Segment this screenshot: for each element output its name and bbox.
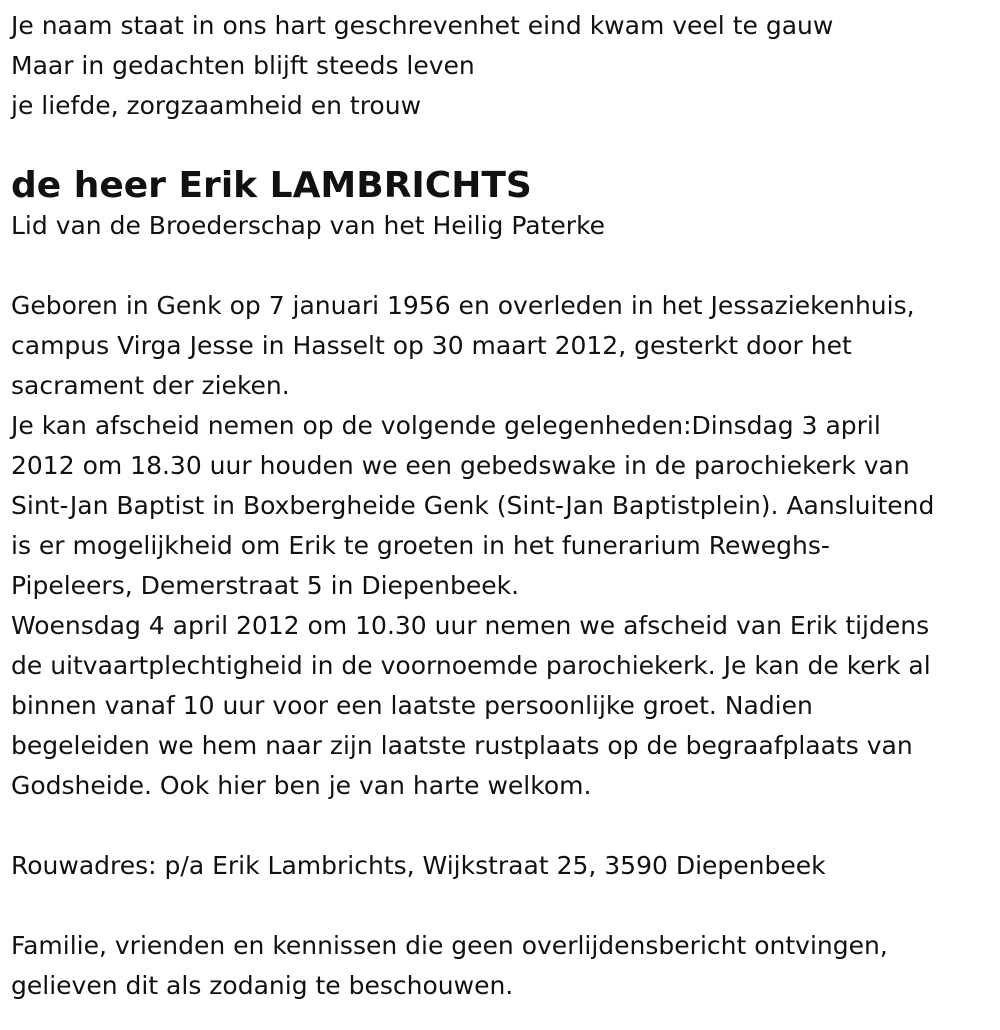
body-line: Geboren in Genk op 7 januari 1956 en overleden in het Jessaziekenhuis, [11, 291, 915, 320]
body-line: Godsheide. Ook hier ben je van harte welkom. [11, 771, 592, 800]
mourning-address: Rouwadres: p/a Erik Lambrichts, Wijkstraat 25, 3590 Diepenbeek [11, 851, 826, 880]
poem-line: Je naam staat in ons hart geschrevenhet eind kwam veel te gauw [11, 11, 834, 40]
poem-line: Maar in gedachten blijft steeds leven [11, 51, 475, 80]
closing-line: Familie, vrienden en kennissen die geen overlijdensbericht ontvingen, [11, 931, 888, 960]
poem [11, 6, 996, 126]
deceased-name: de heer Erik LAMBRICHTS [11, 165, 532, 206]
body-line: 2012 om 18.30 uur houden we een gebedswake in de parochiekerk van [11, 451, 910, 480]
body-line: Sint-Jan Baptist in Boxbergheide Genk (Sint-Jan Baptistplein). Aansluitend [11, 491, 935, 520]
body-line: Je kan afscheid nemen op de volgende gelegenheden:Dinsdag 3 april [11, 411, 881, 440]
body-line: de uitvaartplechtigheid in de voornoemde parochiekerk. Je kan de kerk al [11, 651, 931, 680]
body-line: sacrament der zieken. [11, 371, 290, 400]
poem-line: je liefde, zorgzaamheid en trouw [11, 91, 422, 120]
closing-note [11, 926, 996, 1006]
body-text [11, 286, 996, 806]
body-line: Pipeleers, Demerstraat 5 in Diepenbeek. [11, 571, 520, 600]
obituary-document [11, 6, 996, 1006]
body-line: begeleiden we hem naar zijn laatste rustplaats op de begraafplaats van [11, 731, 913, 760]
subtitle: Lid van de Broederschap van het Heilig Paterke [11, 211, 606, 240]
body-line: campus Virga Jesse in Hasselt op 30 maart 2012, gesterkt door het [11, 331, 852, 360]
body-line: binnen vanaf 10 uur voor een laatste persoonlijke groet. Nadien [11, 691, 813, 720]
closing-line: gelieven dit als zodanig te beschouwen. [11, 971, 514, 1000]
body-line: is er mogelijkheid om Erik te groeten in het funerarium Reweghs- [11, 531, 830, 560]
body-line: Woensdag 4 april 2012 om 10.30 uur nemen we afscheid van Erik tijdens [11, 611, 930, 640]
